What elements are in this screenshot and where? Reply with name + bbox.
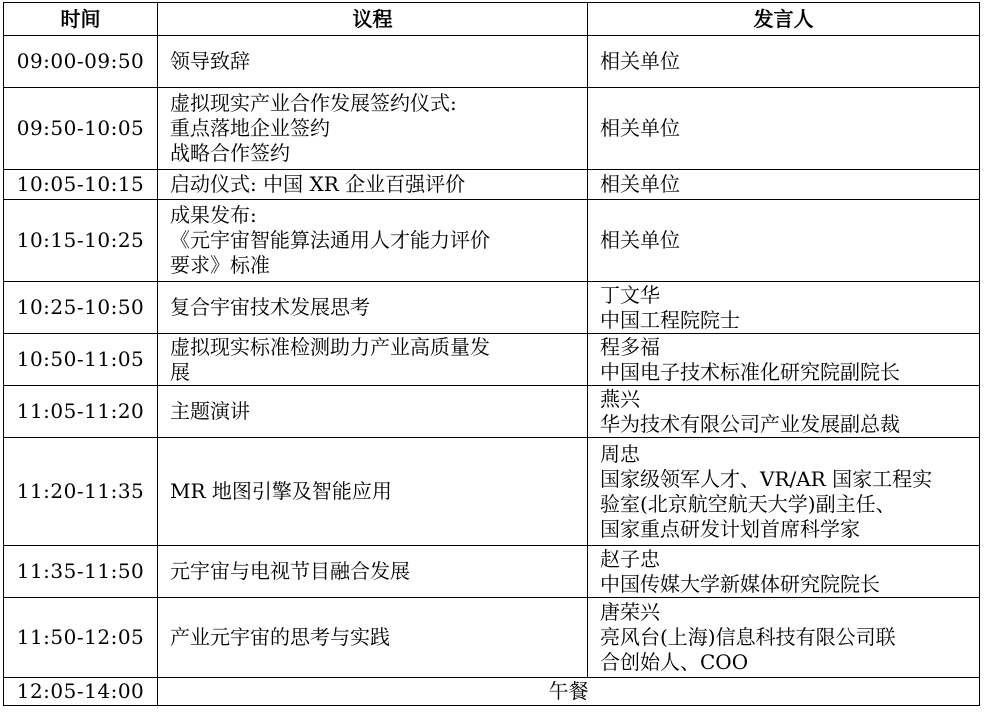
row-agenda-item — [158, 200, 588, 282]
row-time: 11:05-11:20 — [4, 386, 158, 438]
agenda-line: 复合宇宙技术发展思考 — [170, 295, 370, 319]
row-speaker — [588, 170, 980, 200]
agenda-line: 元宇宙与电视节目融合发展 — [170, 559, 410, 583]
agenda-line: 展 — [170, 359, 190, 384]
agenda-line: 虚拟现实标准检测助力产业高质量发 — [170, 334, 490, 359]
agenda-body — [4, 36, 980, 706]
agenda-line: 重点落地企业签约 — [170, 116, 330, 140]
speaker-line: 国家重点研发计划首席科学家 — [600, 516, 860, 541]
agenda-row — [4, 334, 980, 386]
row-agenda-item — [158, 36, 588, 88]
agenda-line: 要求》标准 — [170, 253, 270, 277]
agenda-line: 战略合作签约 — [170, 141, 290, 165]
row-speaker — [588, 334, 980, 386]
speaker-line: 华为技术有限公司产业发展副总裁 — [600, 411, 900, 436]
speaker-line: 燕兴 — [600, 386, 640, 411]
speaker-line: 亮风台(上海)信息科技有限公司联 — [600, 625, 896, 649]
row-time: 10:50-11:05 — [4, 334, 158, 386]
agenda-line: 领导致辞 — [170, 49, 250, 73]
agenda-row — [4, 386, 980, 438]
row-agenda-item — [158, 386, 588, 438]
speaker-line: 中国传媒大学新媒体研究院院长 — [600, 571, 880, 596]
agenda-line: 《元宇宙智能算法通用人才能力评价 — [170, 228, 490, 252]
row-speaker — [588, 546, 980, 598]
row-agenda-item — [158, 170, 588, 200]
agenda-row — [4, 546, 980, 598]
row-agenda-item — [158, 438, 588, 546]
agenda-row — [4, 170, 980, 200]
row-agenda-item — [158, 598, 588, 678]
speaker-line: 中国工程院院士 — [600, 307, 740, 332]
speaker-line: 验室(北京航空航天大学)副主任、 — [600, 491, 896, 516]
header-time: 时间 — [4, 3, 158, 36]
agenda-line: MR 地图引擎及智能应用 — [170, 479, 392, 503]
header-speaker: 发言人 — [588, 3, 980, 36]
agenda-row — [4, 438, 980, 546]
row-time: 10:15-10:25 — [4, 200, 158, 282]
row-speaker — [588, 88, 980, 170]
agenda-line: 主题演讲 — [170, 399, 250, 423]
speaker-line: 相关单位 — [600, 116, 680, 140]
row-time: 11:50-12:05 — [4, 598, 158, 678]
agenda-line: 启动仪式: 中国 XR 企业百强评价 — [170, 172, 466, 196]
header-row — [4, 3, 980, 36]
lunch-label: 午餐 — [158, 678, 980, 706]
row-agenda-item — [158, 282, 588, 334]
row-time: 10:05-10:15 — [4, 170, 158, 200]
agenda-row — [4, 598, 980, 678]
header-agenda: 议程 — [158, 3, 588, 36]
agenda-line: 成果发布: — [170, 203, 257, 227]
agenda-row — [4, 282, 980, 334]
row-time: 09:00-09:50 — [4, 36, 158, 88]
row-time: 11:20-11:35 — [4, 438, 158, 546]
agenda-table — [3, 2, 980, 706]
speaker-line: 赵子忠 — [600, 546, 660, 571]
speaker-line: 合创始人、COO — [600, 650, 749, 674]
row-agenda-item — [158, 546, 588, 598]
row-speaker — [588, 200, 980, 282]
row-speaker — [588, 386, 980, 438]
row-agenda-item — [158, 334, 588, 386]
speaker-line: 相关单位 — [600, 49, 680, 73]
speaker-line: 相关单位 — [600, 172, 680, 196]
speaker-line: 国家级领军人才、VR/AR 国家工程实 — [600, 466, 933, 491]
row-time: 10:25-10:50 — [4, 282, 158, 334]
agenda-line: 产业元宇宙的思考与实践 — [170, 625, 390, 649]
agenda-row — [4, 36, 980, 88]
speaker-line: 丁文华 — [600, 282, 660, 307]
agenda-row — [4, 88, 980, 170]
speaker-line: 相关单位 — [600, 228, 680, 252]
row-speaker — [588, 36, 980, 88]
lunch-time: 12:05-14:00 — [4, 678, 158, 706]
speaker-line: 周忠 — [600, 441, 640, 466]
row-speaker — [588, 282, 980, 334]
row-agenda-item — [158, 88, 588, 170]
row-time: 11:35-11:50 — [4, 546, 158, 598]
agenda-row — [4, 200, 980, 282]
lunch-row — [4, 678, 980, 706]
row-time: 09:50-10:05 — [4, 88, 158, 170]
agenda-line: 虚拟现实产业合作发展签约仪式: — [170, 91, 457, 115]
row-speaker — [588, 438, 980, 546]
speaker-line: 中国电子技术标准化研究院副院长 — [600, 359, 900, 384]
speaker-line: 程多福 — [600, 334, 660, 359]
row-speaker — [588, 598, 980, 678]
speaker-line: 唐荣兴 — [600, 600, 660, 624]
